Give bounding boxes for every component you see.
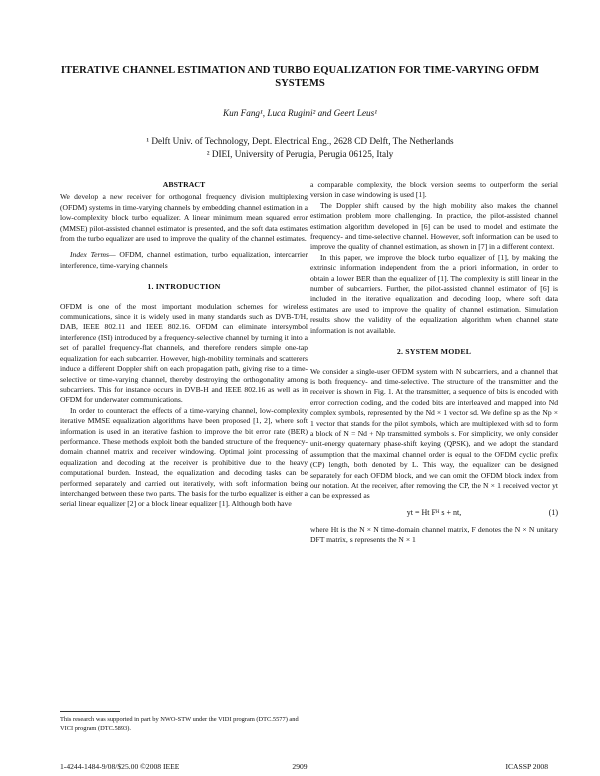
section-heading-introduction: 1. INTRODUCTION bbox=[147, 282, 221, 292]
footer-copyright: 1-4244-1484-9/08/$25.00 ©2008 IEEE bbox=[60, 762, 180, 771]
intro-paragraph-1: OFDM is one of the most important modulation schemes for wireless communications, since it is widely used in many standards such as DVB-T/H, DAB, IEEE 802.11 and IEEE 802.16. OFDM can eliminate intersymbol interference (ISI) introduced by a frequency-selective channel by turning it into a set of parallel frequency-flat channels, and therefore renders simple one-tap equalization for each subcarrier. However, high-mobility terminals and scatterers induce a different Doppler shift on each propagation path, giving rise to a time-selective or time-varying channel, thereby destroying the orthogonality among subcarriers. This for instance occurs in DVB-H and IEEE 802.16 as well as in OFDM for underwater communications. bbox=[60, 301, 308, 405]
system-model-paragraph-1: We consider a single-user OFDM system with N subcarriers, and a channel that is both frequency- and time-selective. The structure of the transmitter and the receiver is shown in Fig. 1. At the transmitter, a sequence of bits is encoded with error correction coding, and the coded bits are interleaved and mapped into Nd complex symbols, represented by the Nd × 1 vector sd. We define sp as the Np × 1 vector that stands for the pilot symbols, which are multiplexed with sd to form a block of N = Nd + Np transmitted symbols s. For simplicity, we only consider unit-energy quaternary phase-shift keying (QPSK), and we adopt the standard assumption that the maximal channel order is equal to the OFDM cyclic prefix (CP) length, both denoted by L. This way, the equalizer can be designed separately for each OFDM block, and we can omit the OFDM block index from our notation. At the receiver, after removing the CP, the N × 1 received vector yt can be expressed as bbox=[310, 366, 558, 501]
author-list: Kun Fang¹, Luca Rugini² and Geert Leus¹ bbox=[223, 108, 377, 118]
affiliation-1: ¹ Delft Univ. of Technology, Dept. Electrical Eng., 2628 CD Delft, The Netherlands bbox=[146, 136, 454, 146]
section-heading-system-model: 2. SYSTEM MODEL bbox=[396, 347, 472, 357]
footer-page-number: 2909 bbox=[292, 762, 308, 771]
affiliation-2: ² DIEI, University of Perugia, Perugia 06125, Italy bbox=[206, 149, 394, 159]
abstract-text: We develop a new receiver for orthogonal frequency division multiplexing (OFDM) systems in time-varying channels by embedding channel estimation in a low-complexity block turbo equalizer. A linear minimum mean squared error (MMSE) pilot-assisted channel estimator is presented, and the soft data estimates from the turbo equalizer are used to improve the quality of the channel estimates. bbox=[60, 192, 308, 244]
footnote: This research was supported in part by NWO-STW under the VIDI program (DTC.5577) and VICI program (DTC.5893). bbox=[60, 716, 299, 732]
abstract-heading: ABSTRACT bbox=[162, 180, 206, 189]
index-terms-label: Index Terms— bbox=[70, 250, 116, 260]
footnote-rule bbox=[60, 711, 120, 712]
system-model-paragraph-2: where Ht is the N × N time-domain channel matrix, F denotes the N × N unitary DFT matrix, s represents the N × 1 bbox=[310, 524, 558, 545]
equation-number: (1) bbox=[548, 507, 558, 517]
index-terms-text: OFDM, channel estimation, turbo equalization, intercarrier interference, time-varying channels bbox=[60, 250, 308, 270]
intro-paragraph-4: The Doppler shift caused by the high mobility also makes the channel estimation problem more challenging. In practice, the pilot-assisted channel estimation algorithm developed in [6] can be used to model and estimate the frequency- and time-selective channel. However, soft information can be used to improve the quality of channel estimation, as shown in [7] in a different context. bbox=[310, 200, 558, 252]
left-column bbox=[60, 180, 308, 510]
intro-paragraph-5: In this paper, we improve the block turbo equalizer of [1], by making the extrinsic information independent from the a priori information, in order to obtain a lower BER than the equalizer of [1]. The complexity is still linear in the number of subcarriers. Further, the pilot-assisted channel estimator of [6] is included in the iterative equalization and decoding loop, where soft data estimates are used to improve the quality of channel estimation. Simulation results show the validity of the equalization algorithm when channel state information is not available. bbox=[310, 252, 558, 335]
intro-paragraph-3: a comparable complexity, the block version seems to outperform the serial version in case windowing is used [1]. bbox=[310, 180, 558, 200]
footer-conference: ICASSP 2008 bbox=[505, 762, 548, 771]
equation-1 bbox=[310, 506, 558, 522]
equation-body: yt = Ht Fᴴ s + nt, bbox=[406, 507, 462, 517]
index-terms bbox=[60, 250, 308, 271]
paper-title: ITERATIVE CHANNEL ESTIMATION AND TURBO EQUALIZATION FOR TIME-VARYING OFDM SYSTEMS bbox=[60, 65, 540, 89]
intro-paragraph-2: In order to counteract the effects of a time-varying channel, low-complexity iterative MMSE equalization algorithms have been proposed [1, 2], where soft information is used in an iterative fashion to improve the bit error rate (BER) performance. These methods exploit both the banded structure of the frequency-domain channel matrix and receiver windowing. Optimal joint processing of equalization and decoding at the receiver is prohibitive due to the heavy computational burden. Instead, the equalization and decoding tasks can be performed separately and carried out iteratively, with soft information being interchanged between these two parts. The basis for the turbo equalizer is either a serial linear equalizer [2] or a block linear equalizer [1]. Although both have bbox=[60, 405, 308, 509]
right-column bbox=[310, 180, 558, 546]
